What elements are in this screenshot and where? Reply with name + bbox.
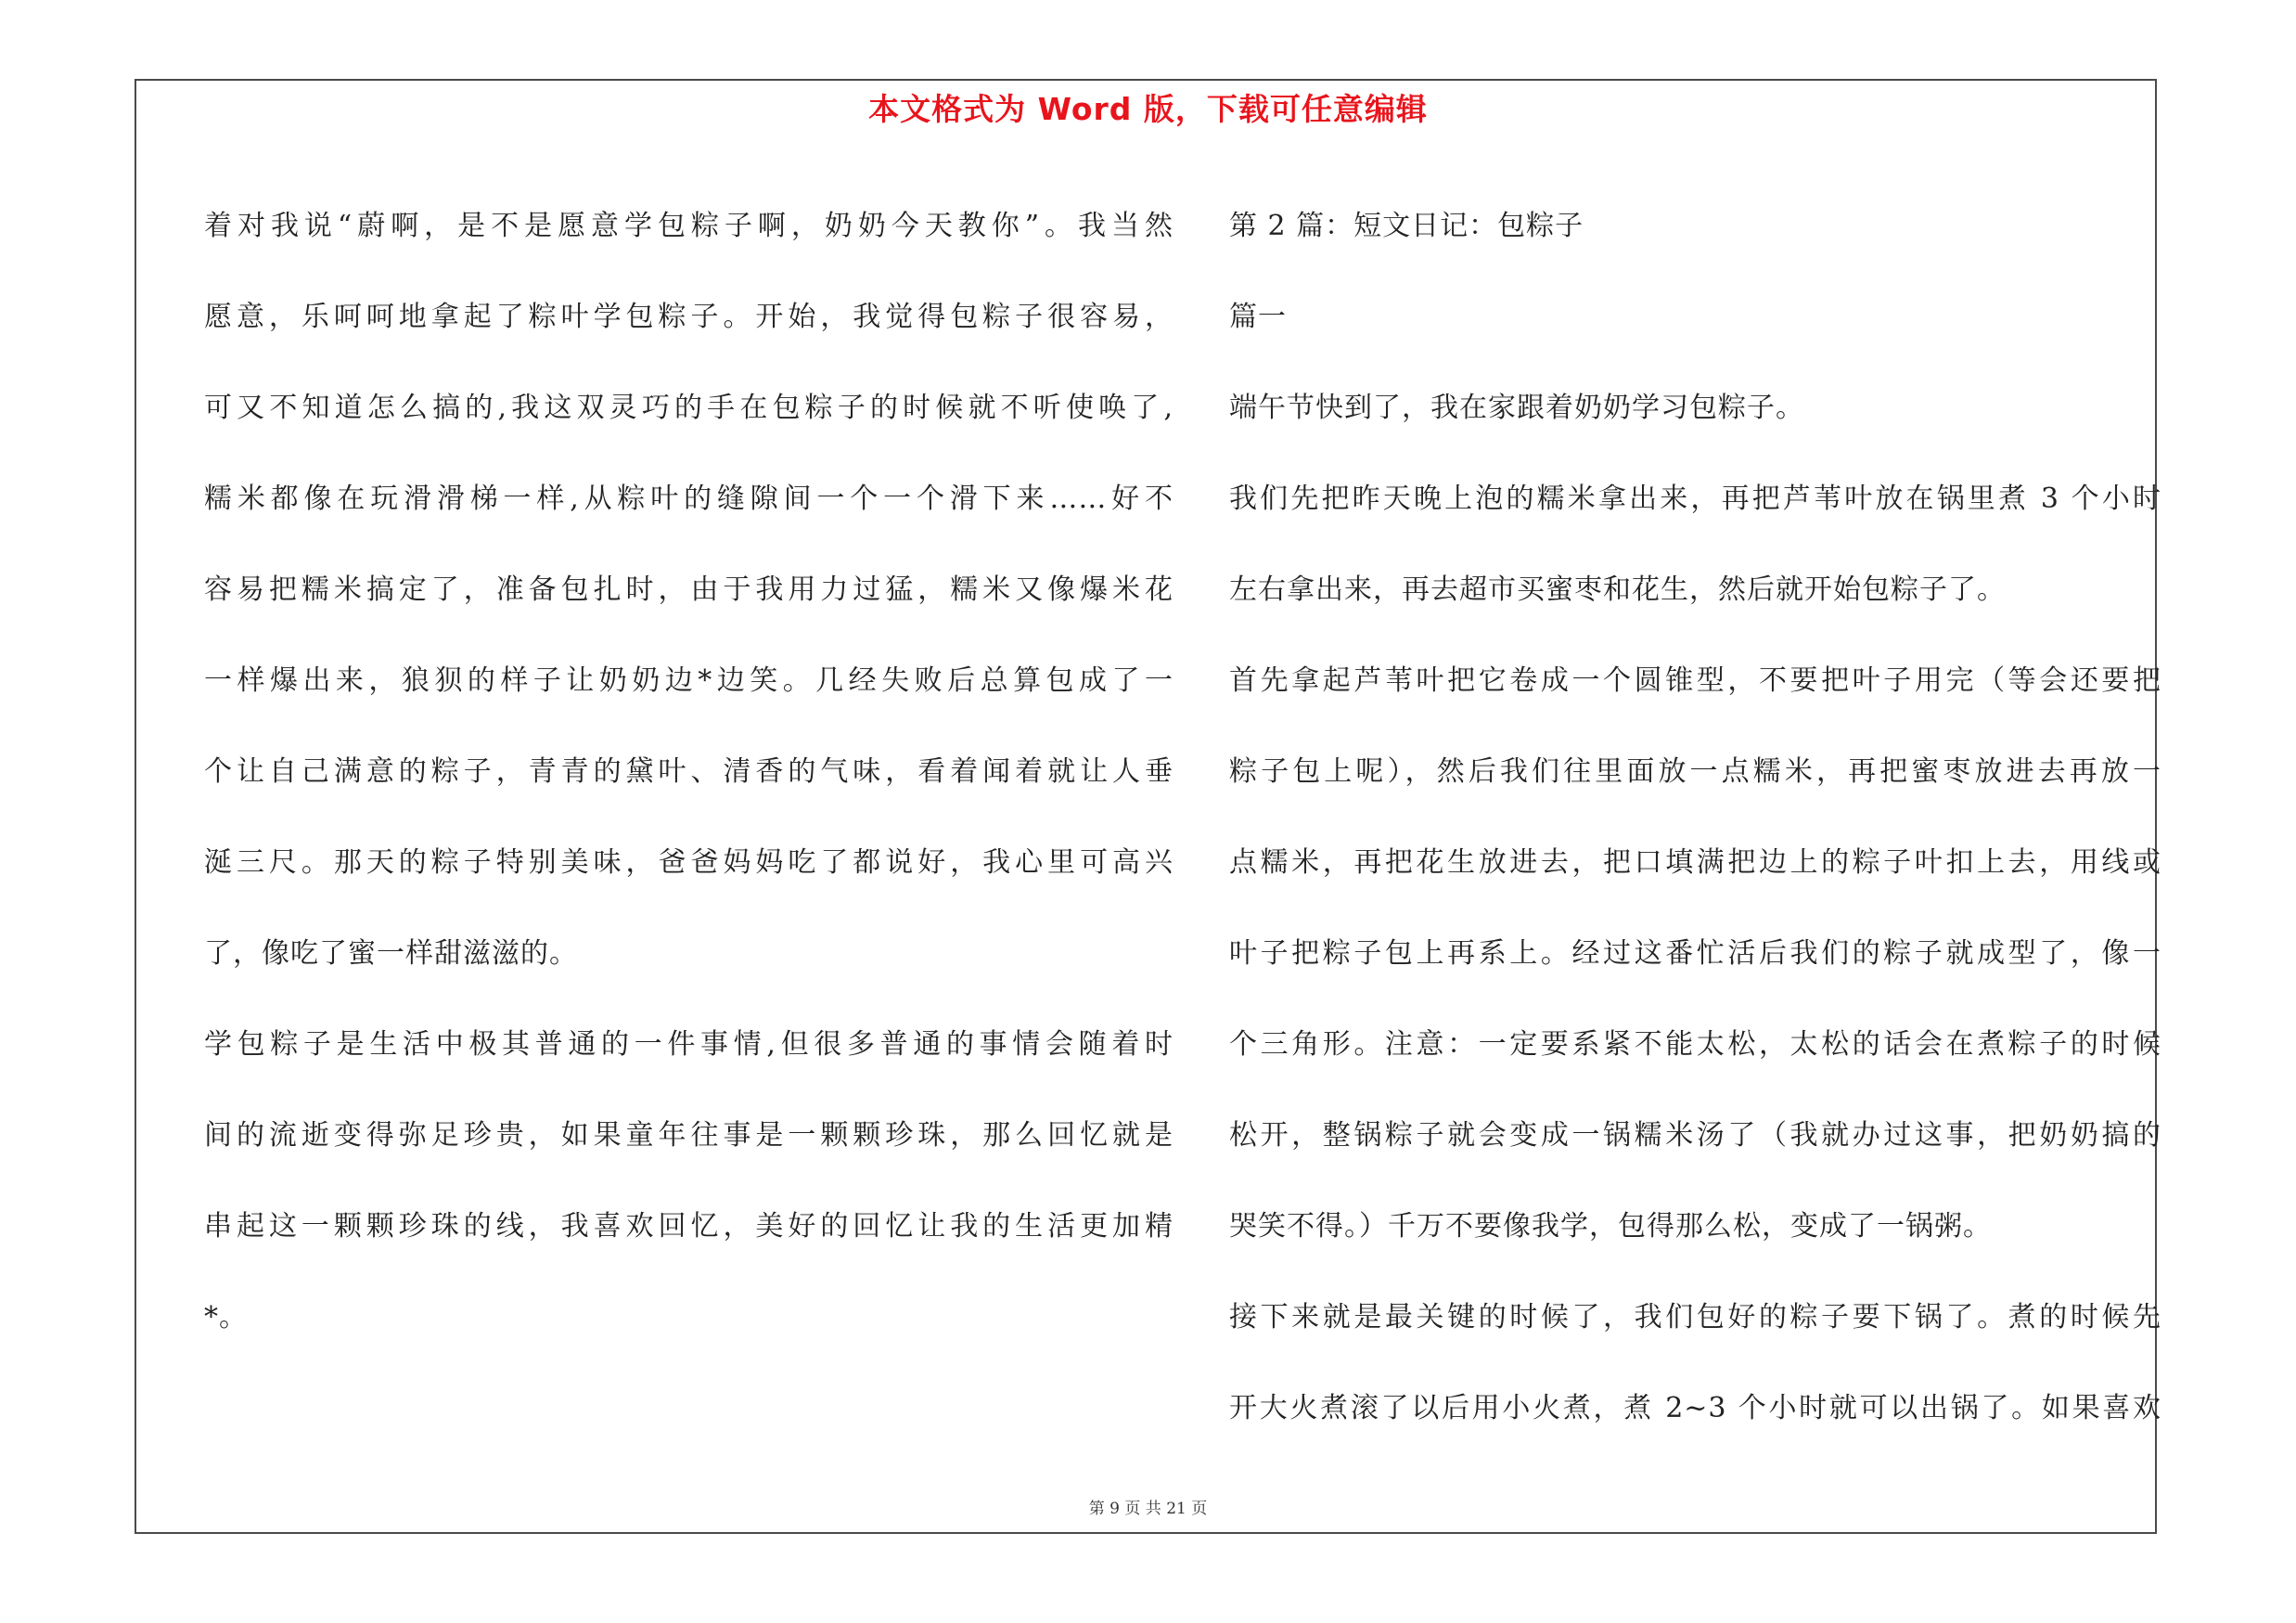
left-line-12: 串起这一颗颗珍珠的线，我喜欢回忆，美好的回忆让我的生活更加精 <box>204 1210 1174 1243</box>
right-line-13: 接下来就是最关键的时候了，我们包好的粽子要下锅了。煮的时候先 <box>1229 1301 2161 1333</box>
right-line-7: 粽子包上呢），然后我们往里面放一点糯米，再把蜜枣放进去再放一 <box>1229 755 2161 788</box>
right-line-6: 首先拿起芦苇叶把它卷成一个圆锥型，不要把叶子用完（等会还要把 <box>1229 664 2161 697</box>
right-line-5: 左右拿出来，再去超市买蜜枣和花生，然后就开始包粽子了。 <box>1229 573 2006 606</box>
right-column <box>1229 181 2161 1454</box>
left-line-1: 着对我说“蔚啊，是不是愿意学包粽子啊，奶奶今天教你”。我当然 <box>204 210 1174 242</box>
left-line-13: *。 <box>204 1301 248 1333</box>
header-banner: 本文格式为 Word 版，下载可任意编辑 <box>868 91 1428 127</box>
left-line-5: 容易把糯米搞定了，准备包扎时，由于我用力过猛，糯米又像爆米花 <box>204 573 1174 606</box>
right-line-14: 开大火煮滚了以后用小火煮，煮 2~3 个小时就可以出锅了。如果喜欢 <box>1229 1392 2161 1424</box>
right-line-11: 松开，整锅粽子就会变成一锅糯米汤了（我就办过这事，把奶奶搞的 <box>1229 1119 2161 1152</box>
right-line-3: 端午节快到了，我在家跟着奶奶学习包粽子。 <box>1229 392 1804 424</box>
left-line-11: 间的流逝变得弥足珍贵，如果童年往事是一颗颗珍珠，那么回忆就是 <box>204 1119 1174 1152</box>
left-line-4: 糯米都像在玩滑滑梯一样,从粽叶的缝隙间一个一个滑下来……好不 <box>204 483 1174 515</box>
left-line-7: 个让自己满意的粽子，青青的黛叶、清香的气味，看着闻着就让人垂 <box>204 755 1174 788</box>
right-line-12: 哭笑不得。）千万不要像我学，包得那么松，变成了一锅粥。 <box>1229 1210 1992 1243</box>
left-line-8: 涎三尺。那天的粽子特别美味，爸爸妈妈吃了都说好，我心里可高兴 <box>204 846 1174 879</box>
page-number-footer: 第 9 页 共 21 页 <box>1088 1500 1208 1518</box>
right-line-8: 点糯米，再把花生放进去，把口填满把边上的粽子叶扣上去，用线或 <box>1229 846 2161 879</box>
right-line-4: 我们先把昨天晚上泡的糯米拿出来，再把芦苇叶放在锅里煮 3 个小时 <box>1229 483 2161 515</box>
left-line-10: 学包粽子是生活中极其普通的一件事情,但很多普通的事情会随着时 <box>204 1028 1174 1061</box>
right-line-9: 叶子把粽子包上再系上。经过这番忙活后我们的粽子就成型了，像一 <box>1229 937 2161 970</box>
right-line-10: 个三角形。注意：一定要系紧不能太松，太松的话会在煮粽子的时候 <box>1229 1028 2161 1061</box>
left-line-6: 一样爆出来，狼狈的样子让奶奶边*边笑。几经失败后总算包成了一 <box>204 664 1174 697</box>
article-title: 第 2 篇：短文日记：包粽子 <box>1229 210 1584 242</box>
left-line-9: 了，像吃了蜜一样甜滋滋的。 <box>204 937 578 970</box>
left-line-2: 愿意，乐呵呵地拿起了粽叶学包粽子。开始，我觉得包粽子很容易， <box>204 301 1174 333</box>
left-line-3: 可又不知道怎么搞的,我这双灵巧的手在包粽子的时候就不听使唤了, <box>204 392 1174 424</box>
left-column <box>204 181 1174 1363</box>
section-label: 篇一 <box>1229 301 1287 333</box>
